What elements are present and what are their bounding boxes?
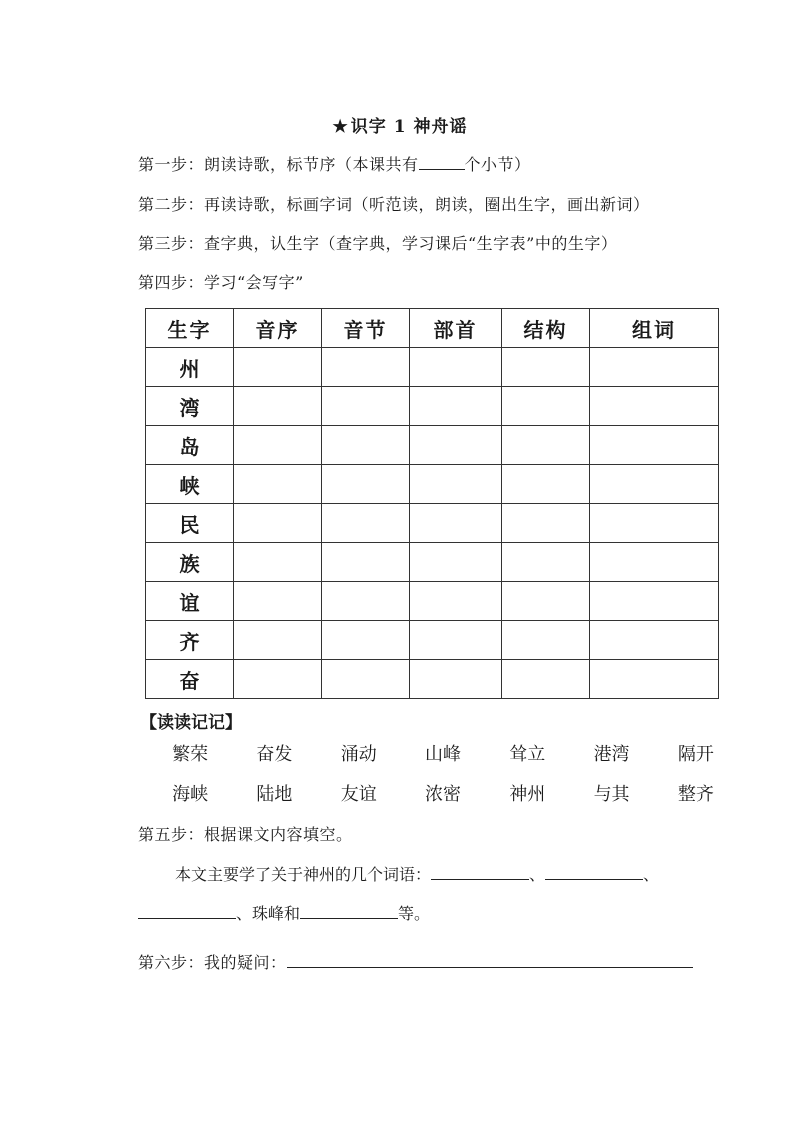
fill-line-2-end: 等。 [398, 904, 431, 923]
fill-blank-4[interactable] [300, 904, 398, 919]
word-row-2 [148, 780, 738, 806]
header-radical: 部首 [410, 309, 502, 348]
character-cell: 岛 [146, 426, 234, 465]
answer-cell[interactable] [410, 504, 502, 543]
table-row [146, 582, 719, 621]
answer-cell[interactable] [590, 660, 719, 699]
reading-section-title: 【读读记记】 [140, 713, 242, 733]
question-blank[interactable] [287, 953, 693, 968]
character-cell: 奋 [146, 660, 234, 699]
fill-blank-2[interactable] [545, 865, 643, 880]
answer-cell[interactable] [502, 426, 590, 465]
table-row [146, 426, 719, 465]
step-1-text-end: 个小节） [464, 155, 531, 174]
page-title [0, 112, 800, 137]
list-item: 山峰 [424, 744, 461, 765]
table-header-row [146, 309, 719, 348]
answer-cell[interactable] [410, 543, 502, 582]
answer-cell[interactable] [322, 582, 410, 621]
list-item: 与其 [593, 784, 630, 805]
answer-cell[interactable] [502, 465, 590, 504]
star-icon: ★ [332, 117, 349, 137]
list-item: 耸立 [509, 744, 546, 765]
answer-cell[interactable] [410, 426, 502, 465]
list-item: 整齐 [677, 784, 714, 805]
fill-line-2-mid: 、珠峰和 [236, 904, 301, 923]
list-item: 浓密 [424, 784, 461, 805]
character-cell: 峡 [146, 465, 234, 504]
answer-cell[interactable] [234, 660, 322, 699]
answer-cell[interactable] [590, 504, 719, 543]
answer-cell[interactable] [234, 543, 322, 582]
header-initial: 音序 [234, 309, 322, 348]
page-title-text: 识字 1 神舟谣 [350, 117, 468, 137]
table-row [146, 660, 719, 699]
step-3: 第三步：查字典，认生字（查字典，学习课后“生字表”中的生字） [138, 234, 618, 253]
answer-cell[interactable] [234, 621, 322, 660]
answer-cell[interactable] [502, 387, 590, 426]
list-item: 奋发 [256, 744, 293, 765]
answer-cell[interactable] [322, 387, 410, 426]
step-6 [138, 950, 693, 973]
list-item: 隔开 [677, 744, 714, 765]
answer-cell[interactable] [322, 621, 410, 660]
list-item: 神州 [509, 784, 546, 805]
answer-cell[interactable] [234, 387, 322, 426]
list-item: 海峡 [172, 784, 209, 805]
answer-cell[interactable] [590, 543, 719, 582]
answer-cell[interactable] [502, 348, 590, 387]
table-row [146, 543, 719, 582]
list-item: 繁荣 [172, 744, 209, 765]
character-cell: 谊 [146, 582, 234, 621]
answer-cell[interactable] [590, 348, 719, 387]
step-1-text: 第一步：朗读诗歌，标节序（本课共有 [138, 155, 419, 174]
table-row [146, 621, 719, 660]
step-5: 第五步：根据课文内容填空。 [138, 825, 353, 844]
section-count-blank[interactable] [419, 155, 465, 170]
fill-blank-1[interactable] [431, 865, 529, 880]
fill-blank-3[interactable] [138, 904, 236, 919]
answer-cell[interactable] [502, 543, 590, 582]
answer-cell[interactable] [322, 465, 410, 504]
step-2: 第二步：再读诗歌，标画字词（听范读，朗读，圈出生字，画出新词） [138, 195, 650, 214]
answer-cell[interactable] [410, 582, 502, 621]
answer-cell[interactable] [322, 543, 410, 582]
answer-cell[interactable] [410, 621, 502, 660]
step-4: 第四步：学习“会写字” [138, 273, 304, 292]
list-item: 友谊 [340, 784, 377, 805]
answer-cell[interactable] [590, 426, 719, 465]
answer-cell[interactable] [590, 582, 719, 621]
list-item: 涌动 [340, 744, 377, 765]
table-row [146, 387, 719, 426]
character-cell: 族 [146, 543, 234, 582]
separator: 、 [643, 865, 660, 884]
answer-cell[interactable] [590, 621, 719, 660]
character-cell: 湾 [146, 387, 234, 426]
header-character: 生字 [146, 309, 234, 348]
character-cell: 民 [146, 504, 234, 543]
header-word: 组词 [590, 309, 719, 348]
characters-table [145, 308, 719, 699]
answer-cell[interactable] [234, 582, 322, 621]
answer-cell[interactable] [234, 348, 322, 387]
step-1 [138, 152, 531, 175]
step-6-text: 第六步：我的疑问： [138, 953, 287, 972]
table-row [146, 504, 719, 543]
list-item: 港湾 [593, 744, 630, 765]
header-syllable: 音节 [322, 309, 410, 348]
answer-cell[interactable] [234, 465, 322, 504]
character-cell: 州 [146, 348, 234, 387]
answer-cell[interactable] [410, 348, 502, 387]
fill-line-1-text: 本文主要学了关于神州的几个词语： [175, 865, 432, 884]
answer-cell[interactable] [410, 660, 502, 699]
answer-cell[interactable] [410, 387, 502, 426]
answer-cell[interactable] [502, 660, 590, 699]
answer-cell[interactable] [410, 465, 502, 504]
table-row [146, 465, 719, 504]
header-structure: 结构 [502, 309, 590, 348]
fill-line-2 [138, 901, 430, 924]
answer-cell[interactable] [502, 621, 590, 660]
answer-cell[interactable] [502, 582, 590, 621]
answer-cell[interactable] [502, 504, 590, 543]
answer-cell[interactable] [322, 348, 410, 387]
table-row [146, 348, 719, 387]
character-cell: 齐 [146, 621, 234, 660]
answer-cell[interactable] [322, 660, 410, 699]
list-item: 陆地 [256, 784, 293, 805]
answer-cell[interactable] [322, 426, 410, 465]
separator: 、 [529, 865, 546, 884]
answer-cell[interactable] [590, 465, 719, 504]
answer-cell[interactable] [234, 426, 322, 465]
answer-cell[interactable] [590, 387, 719, 426]
word-row-1 [148, 740, 738, 766]
fill-line-1 [175, 862, 659, 885]
answer-cell[interactable] [322, 504, 410, 543]
answer-cell[interactable] [234, 504, 322, 543]
